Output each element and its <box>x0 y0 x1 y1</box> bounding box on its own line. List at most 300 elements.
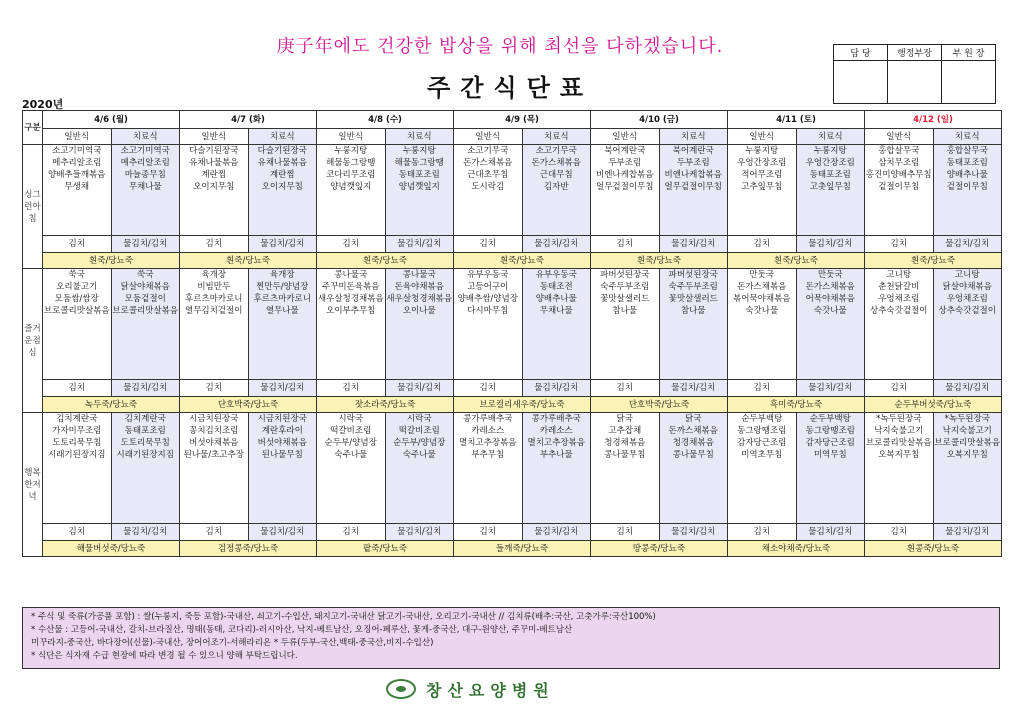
menu-item: 참나물 <box>612 306 638 316</box>
menu-item: 고추잡채 <box>608 426 642 436</box>
menu-item: 동그랑땡조림 <box>737 426 787 436</box>
kimchi-cell: 김치 <box>865 380 934 397</box>
menu-item: 청경채볶음 <box>604 438 646 448</box>
menu-item: 볶어묵야채볶음 <box>733 294 791 304</box>
menu-cell <box>796 269 865 380</box>
sign-label: 행정부장 <box>888 45 942 61</box>
sub-header-general: 일반식 <box>43 129 112 145</box>
meal-label: 행복한저녁 <box>23 413 43 557</box>
kimchi-cell: 물김치/김치 <box>796 380 865 397</box>
menu-cell <box>522 145 591 236</box>
menu-item: 양배추나물 <box>946 170 988 180</box>
menu-item: 떡갈비조림 <box>330 426 372 436</box>
menu-item: 고등어구이 <box>467 282 509 292</box>
menu-cell <box>865 269 934 380</box>
menu-item: 육개장 <box>201 270 227 280</box>
menu-item: 소고기미역국 <box>52 146 102 156</box>
meal-label: 즐거운점심 <box>23 269 43 413</box>
weekly-menu-table <box>22 110 1002 557</box>
menu-item: 닭살야채볶음 <box>120 282 170 292</box>
sub-header-general: 일반식 <box>591 129 660 145</box>
menu-item: 쑥국 <box>137 270 154 280</box>
menu-cell <box>659 413 728 524</box>
menu-item: 양배추들깨볶음 <box>48 170 106 180</box>
notes-box <box>22 607 1000 669</box>
menu-item: 우엉간장조림 <box>805 158 855 168</box>
menu-cell <box>111 145 180 236</box>
menu-item: 가자미무조림 <box>52 426 102 436</box>
menu-item: 근대무침 <box>539 170 573 180</box>
menu-item: 미역무침 <box>813 450 847 460</box>
menu-cell <box>317 413 386 524</box>
sign-label: 담 당 <box>834 45 888 61</box>
kimchi-cell: 물김치/김치 <box>522 236 591 253</box>
day-header: 4/7 (화) <box>180 111 317 129</box>
note-line: * 식단은 식자재 수급 현장에 따라 변경 될 수 있으니 양해 부탁드립니다. <box>31 651 298 661</box>
menu-item: 동태포조림 <box>398 170 440 180</box>
menu-item: 새우살청경채볶음 <box>386 294 453 304</box>
porridge-cell: 순두부버섯죽/당뇨죽 <box>865 397 1002 413</box>
menu-item: *녹두된장국 <box>944 414 990 424</box>
sub-header-therapy: 치료식 <box>933 129 1002 145</box>
menu-item: 콩나물무침 <box>604 450 646 460</box>
approval-box <box>833 44 996 104</box>
menu-item: 시락국 <box>338 414 364 424</box>
menu-item: 카레소스 <box>471 426 505 436</box>
menu-item: 주꾸미돈육볶음 <box>322 282 380 292</box>
page-title: 주간식단표 <box>427 74 593 102</box>
kimchi-cell: 물김치/김치 <box>796 236 865 253</box>
menu-item: 동태포조림 <box>809 170 851 180</box>
menu-item: 찐만두/양념장 <box>256 282 309 292</box>
year-label: 2020년 <box>22 98 64 111</box>
menu-item: 누룽지탕 <box>402 146 436 156</box>
menu-cell <box>385 145 454 236</box>
sign-slot[interactable] <box>834 61 888 104</box>
hospital-emblem-icon <box>386 679 416 699</box>
menu-item: 콩가루배추국 <box>463 414 513 424</box>
menu-cell <box>728 269 797 380</box>
menu-item: 낙지숙불고기 <box>874 426 924 436</box>
menu-item: 닭살야채볶음 <box>942 282 992 292</box>
porridge-cell: 팥죽/당뇨죽 <box>317 541 454 557</box>
porridge-cell: 녹두죽/당뇨죽 <box>43 397 180 413</box>
menu-item: 돈까스채볶음 <box>668 426 718 436</box>
menu-item: 참나물 <box>680 306 706 316</box>
menu-item: 후르츠마카로니 <box>185 294 243 304</box>
menu-item: 돈가스채볶음 <box>737 282 787 292</box>
menu-item: 우엉간장조림 <box>737 158 787 168</box>
kimchi-cell: 물김치/김치 <box>385 524 454 541</box>
menu-item: 고니탕 <box>886 270 912 280</box>
kimchi-cell: 김치 <box>43 236 112 253</box>
menu-item: 동태조전 <box>539 282 573 292</box>
kimchi-cell: 물김치/김치 <box>796 524 865 541</box>
menu-item: 다슬기된장국 <box>189 146 239 156</box>
menu-item: 꽁치김치조림 <box>189 426 239 436</box>
menu-item: 콩나물국 <box>334 270 368 280</box>
menu-item: 낙지숙불고기 <box>942 426 992 436</box>
kimchi-cell: 김치 <box>317 524 386 541</box>
menu-item: 김치계란국 <box>56 414 98 424</box>
kimchi-cell: 물김치/김치 <box>111 524 180 541</box>
menu-item: 오이지무침 <box>261 182 303 192</box>
menu-item: 누룽지탕 <box>745 146 779 156</box>
menu-item: 동태포조림 <box>946 158 988 168</box>
menu-cell <box>454 413 523 524</box>
menu-item: 카레소스 <box>539 426 573 436</box>
menu-item: 콩가루배추국 <box>531 414 581 424</box>
porridge-cell: 해물버섯죽/당뇨죽 <box>43 541 180 557</box>
menu-item: 고춧잎무침 <box>809 182 851 192</box>
menu-item: 모둠쌈/쌈장 <box>54 294 99 304</box>
menu-cell <box>522 413 591 524</box>
sub-header-general: 일반식 <box>180 129 249 145</box>
kimchi-cell: 물김치/김치 <box>248 380 317 397</box>
menu-item: 파버섯된장국 <box>668 270 718 280</box>
menu-item: 콩나물무침 <box>672 450 714 460</box>
menu-item: 양배추쌈/양념장 <box>457 294 518 304</box>
kimchi-cell: 김치 <box>454 236 523 253</box>
kimchi-cell: 물김치/김치 <box>659 236 728 253</box>
menu-item: 마늘종무침 <box>124 170 166 180</box>
menu-item: 브로콜리맛살볶음 <box>865 438 932 448</box>
kimchi-cell: 김치 <box>454 380 523 397</box>
menu-item: 계란후라이 <box>261 426 303 436</box>
menu-item: 멸치고추장볶음 <box>527 438 585 448</box>
menu-item: 도토리묵무침 <box>120 438 170 448</box>
menu-item: 계란찜 <box>269 170 295 180</box>
menu-item: 오이부추무침 <box>326 306 376 316</box>
menu-cell <box>43 413 112 524</box>
menu-item: 동태포조림 <box>124 426 166 436</box>
menu-item: 홍합살무국 <box>946 146 988 156</box>
menu-cell <box>933 413 1002 524</box>
kimchi-cell: 김치 <box>865 236 934 253</box>
kimchi-cell: 김치 <box>728 524 797 541</box>
menu-cell <box>865 145 934 236</box>
sub-header-general: 일반식 <box>728 129 797 145</box>
kimchi-cell: 김치 <box>43 380 112 397</box>
menu-cell <box>933 269 1002 380</box>
porridge-cell: 검정콩죽/당뇨죽 <box>180 541 317 557</box>
kimchi-cell: 김치 <box>591 524 660 541</box>
menu-item: 양배추나물 <box>535 294 577 304</box>
sub-header-therapy: 치료식 <box>659 129 728 145</box>
porridge-cell: 흰죽/당뇨죽 <box>591 253 728 269</box>
kimchi-cell: 김치 <box>317 380 386 397</box>
menu-item: 열무나물 <box>265 306 299 316</box>
menu-item: 유채나물볶음 <box>189 158 239 168</box>
note-line: * 주식 및 죽류(가공품 포함) : 쌀(누룽지, 죽등 포함)-국내산, 쇠고기-수입산, 돼지고기-국내산 닭고기-국내산, 오리고기-국내산 // 김치류(배추:국산, 고춧가루:국산100%) <box>31 612 656 622</box>
note-line: * 수산물 : 고등어-국내산, 갈치-브라질산, 명태(동태, 코다리)-러시아산, 낙지-베트남산, 오징어-페루산, 꽃게-중국산, 대구-원양산, 주꾸미-베트남산 <box>31 625 573 635</box>
menu-item: 삼치무조림 <box>878 158 920 168</box>
menu-item: 김자반 <box>543 182 569 192</box>
kimchi-cell: 물김치/김치 <box>111 380 180 397</box>
menu-item: 양념깻잎지 <box>330 182 372 192</box>
menu-item: 꽃맛살샐러드 <box>668 294 718 304</box>
menu-item: 숙주두부조림 <box>600 282 650 292</box>
menu-item: 비엔나케찹볶음 <box>596 170 654 180</box>
menu-item: 양념깻잎지 <box>398 182 440 192</box>
day-header: 4/10 (금) <box>591 111 728 129</box>
kimchi-cell: 김치 <box>180 524 249 541</box>
menu-cell <box>248 145 317 236</box>
menu-item: 오복지무침 <box>946 450 988 460</box>
menu-item: 파버섯된장국 <box>600 270 650 280</box>
kimchi-cell: 물김치/김치 <box>933 236 1002 253</box>
menu-item: 얼무겉절이무침 <box>664 182 722 192</box>
porridge-cell: 흰죽/당뇨죽 <box>43 253 180 269</box>
menu-item: 모둠겉절이 <box>124 294 166 304</box>
menu-item: 고추잎무침 <box>741 182 783 192</box>
menu-item: 브로콜리맛살볶음 <box>43 306 110 316</box>
menu-item: 오복지무침 <box>878 450 920 460</box>
menu-item: 만둣국 <box>817 270 843 280</box>
menu-item: 돈가스채볶음 <box>463 158 513 168</box>
menu-cell <box>728 413 797 524</box>
porridge-cell: 채소야채죽/당뇨죽 <box>728 541 865 557</box>
menu-cell <box>385 269 454 380</box>
kimchi-cell: 물김치/김치 <box>248 236 317 253</box>
porridge-cell: 흰콩죽/당뇨죽 <box>865 541 1002 557</box>
menu-item: 북어계란국 <box>604 146 646 156</box>
menu-item: 새우살청경채볶음 <box>317 294 384 304</box>
kimchi-cell: 김치 <box>591 236 660 253</box>
menu-cell <box>865 413 934 524</box>
menu-cell <box>659 269 728 380</box>
menu-item: 도시락김 <box>471 182 505 192</box>
menu-item: 유채나물볶음 <box>257 158 307 168</box>
menu-item: 김치계란국 <box>124 414 166 424</box>
menu-cell <box>728 145 797 236</box>
menu-item: 우엉채조림 <box>946 294 988 304</box>
menu-item: 멸치고추장볶음 <box>459 438 517 448</box>
menu-item: 근대초무침 <box>467 170 509 180</box>
sub-header-therapy: 치료식 <box>111 129 180 145</box>
menu-item: 순두부백탕 <box>809 414 851 424</box>
menu-cell <box>180 145 249 236</box>
menu-cell <box>591 413 660 524</box>
menu-item: 비빔만두 <box>197 282 231 292</box>
day-header: 4/6 (월) <box>43 111 180 129</box>
kimchi-cell: 물김치/김치 <box>111 236 180 253</box>
menu-item: 된나물/초고추장 <box>183 450 244 460</box>
kimchi-cell: 김치 <box>180 236 249 253</box>
porridge-cell: 흰죽/당뇨죽 <box>180 253 317 269</box>
menu-item: 시금치된장국 <box>189 414 239 424</box>
menu-cell <box>454 145 523 236</box>
sub-header-therapy: 치료식 <box>385 129 454 145</box>
menu-item: 홍합살무국 <box>878 146 920 156</box>
menu-cell <box>796 413 865 524</box>
menu-item: 누룽지탕 <box>813 146 847 156</box>
kimchi-cell: 김치 <box>180 380 249 397</box>
menu-item: 꽃맛살샐러드 <box>600 294 650 304</box>
kimchi-cell: 물김치/김치 <box>933 524 1002 541</box>
sub-header-therapy: 치료식 <box>248 129 317 145</box>
menu-item: 얼무겉절이무침 <box>596 182 654 192</box>
porridge-cell: 단호박죽/당뇨죽 <box>180 397 317 413</box>
menu-item: 북어계란국 <box>672 146 714 156</box>
kimchi-cell: 물김치/김치 <box>659 524 728 541</box>
note-line: 미꾸라지-중국산, 바다장어(신물)-국내산, 장어어조기-서해라리온 * 두류(두부-국산,백태-중국산,비지-수입산) <box>31 638 434 648</box>
sub-header-therapy: 치료식 <box>796 129 865 145</box>
menu-item: 버섯야채볶음 <box>257 438 307 448</box>
menu-item: 오이지무침 <box>193 182 235 192</box>
kimchi-cell: 김치 <box>728 236 797 253</box>
kimchi-cell: 물김치/김치 <box>522 380 591 397</box>
menu-item: 열무김치겉절이 <box>185 306 243 316</box>
kimchi-cell: 김치 <box>591 380 660 397</box>
menu-item: 쑥국 <box>68 270 85 280</box>
kimchi-cell: 물김치/김치 <box>522 524 591 541</box>
corner-label: 구분 <box>23 111 43 145</box>
menu-item: 돈가스채볶음 <box>531 158 581 168</box>
menu-item: 해물동그랑땡 <box>394 158 444 168</box>
menu-item: 코다리무조림 <box>326 170 376 180</box>
menu-item: 브로콜리맛살볶음 <box>934 438 1001 448</box>
kimchi-cell: 김치 <box>728 380 797 397</box>
menu-item: 해물동그랑땡 <box>326 158 376 168</box>
menu-item: 순두부백탕 <box>741 414 783 424</box>
menu-cell <box>180 269 249 380</box>
kimchi-cell: 김치 <box>865 524 934 541</box>
menu-item: 순두부/양념장 <box>324 438 377 448</box>
porridge-cell: 땅콩죽/당뇨죽 <box>591 541 728 557</box>
menu-item: 두부조림 <box>676 158 710 168</box>
menu-item: 만둣국 <box>749 270 775 280</box>
menu-item: 부추무침 <box>471 450 505 460</box>
menu-item: 후르츠마카로니 <box>253 294 311 304</box>
menu-cell <box>248 269 317 380</box>
porridge-cell: 흑미죽/당뇨죽 <box>728 397 865 413</box>
hospital-logo <box>386 678 555 700</box>
menu-item: 누룽지탕 <box>334 146 368 156</box>
menu-item: 브로콜리맛살볶음 <box>112 306 179 316</box>
menu-item: 상추숙갓겉절이 <box>870 306 928 316</box>
sub-header-general: 일반식 <box>865 129 934 145</box>
menu-item: 버섯야채볶음 <box>189 438 239 448</box>
menu-item: 돈가스채볶음 <box>805 282 855 292</box>
menu-item: 숙주나물 <box>402 450 436 460</box>
menu-item: 고니탕 <box>954 270 980 280</box>
day-header: 4/9 (목) <box>454 111 591 129</box>
sub-header-general: 일반식 <box>454 129 523 145</box>
menu-item: 순두부/양념장 <box>393 438 446 448</box>
menu-item: 유부우동국 <box>467 270 509 280</box>
menu-cell <box>933 145 1002 236</box>
kimchi-cell: 물김치/김치 <box>659 380 728 397</box>
porridge-cell: 단호박죽/당뇨죽 <box>591 397 728 413</box>
porridge-cell: 흰죽/당뇨죽 <box>454 253 591 269</box>
menu-item: 숙갓나물 <box>745 306 779 316</box>
menu-item: 무생채 <box>64 182 90 192</box>
hospital-name: 창산요양병원 <box>426 680 555 700</box>
menu-item: 시래기된장지짐 <box>116 450 174 460</box>
menu-cell <box>796 145 865 236</box>
kimchi-cell: 김치 <box>317 236 386 253</box>
menu-item: 겉절이무침 <box>946 182 988 192</box>
menu-cell <box>591 269 660 380</box>
porridge-cell: 브로컬리새우죽/당뇨죽 <box>454 397 591 413</box>
menu-cell <box>522 269 591 380</box>
porridge-cell: 잣소라죽/당뇨죽 <box>317 397 454 413</box>
kimchi-cell: 물김치/김치 <box>385 236 454 253</box>
day-header: 4/8 (수) <box>317 111 454 129</box>
menu-cell <box>111 413 180 524</box>
menu-item: 된나물무침 <box>261 450 303 460</box>
menu-item: 오이나물 <box>402 306 436 316</box>
sub-header-therapy: 치료식 <box>522 129 591 145</box>
menu-cell <box>111 269 180 380</box>
menu-item: 시락국 <box>406 414 432 424</box>
menu-item: 청경채볶음 <box>672 438 714 448</box>
porridge-cell: 흰죽/당뇨죽 <box>728 253 865 269</box>
menu-item: 두부조림 <box>608 158 642 168</box>
menu-item: 우엉채조림 <box>878 294 920 304</box>
menu-item: 계란찜 <box>201 170 227 180</box>
menu-item: 소고기무국 <box>467 146 509 156</box>
kimchi-cell: 물김치/김치 <box>933 380 1002 397</box>
menu-item: 유부우동국 <box>535 270 577 280</box>
menu-item: 춘천닭갈비 <box>878 282 920 292</box>
menu-item: 감자당근조림 <box>805 438 855 448</box>
menu-cell <box>180 413 249 524</box>
kimchi-cell: 김치 <box>43 524 112 541</box>
menu-item: 적어무조림 <box>741 170 783 180</box>
menu-item: 숙주나물 <box>334 450 368 460</box>
menu-item: *녹두된장국 <box>876 414 922 424</box>
kimchi-cell: 물김치/김치 <box>248 524 317 541</box>
sign-slot[interactable] <box>942 61 996 104</box>
menu-item: 무채나물 <box>539 306 573 316</box>
menu-item: 무채나물 <box>128 182 162 192</box>
menu-item: 다슬기된장국 <box>257 146 307 156</box>
sign-slot[interactable] <box>888 61 942 104</box>
slogan: 庚子年에도 건강한 밥상을 위해 최선을 다하겠습니다. <box>276 36 724 57</box>
menu-cell <box>43 269 112 380</box>
kimchi-cell: 김치 <box>454 524 523 541</box>
day-header: 4/11 (토) <box>728 111 865 129</box>
menu-cell <box>248 413 317 524</box>
menu-item: 육개장 <box>269 270 295 280</box>
porridge-cell: 들깨죽/당뇨죽 <box>454 541 591 557</box>
menu-cell <box>591 145 660 236</box>
menu-cell <box>43 145 112 236</box>
menu-cell <box>385 413 454 524</box>
sub-header-general: 일반식 <box>317 129 386 145</box>
menu-item: 돈육야채볶음 <box>394 282 444 292</box>
sign-label: 부 원 장 <box>942 45 996 61</box>
menu-cell <box>659 145 728 236</box>
menu-item: 미역초무침 <box>741 450 783 460</box>
menu-item: 감자당근조림 <box>737 438 787 448</box>
porridge-cell: 흰죽/당뇨죽 <box>865 253 1002 269</box>
menu-item: 메추리알조림 <box>120 158 170 168</box>
menu-cell <box>454 269 523 380</box>
day-header: 4/12 (일) <box>865 111 1002 129</box>
menu-item: 겉절이무침 <box>878 182 920 192</box>
menu-item: 도토리묵무침 <box>52 438 102 448</box>
menu-item: 숙주두부조림 <box>668 282 718 292</box>
menu-item: 비엔나케찹볶음 <box>664 170 722 180</box>
menu-item: 오리불고기 <box>56 282 98 292</box>
menu-item: 시래기된장지짐 <box>48 450 106 460</box>
menu-item: 닭국 <box>616 414 633 424</box>
menu-item: 부추나물 <box>539 450 573 460</box>
menu-cell <box>317 145 386 236</box>
